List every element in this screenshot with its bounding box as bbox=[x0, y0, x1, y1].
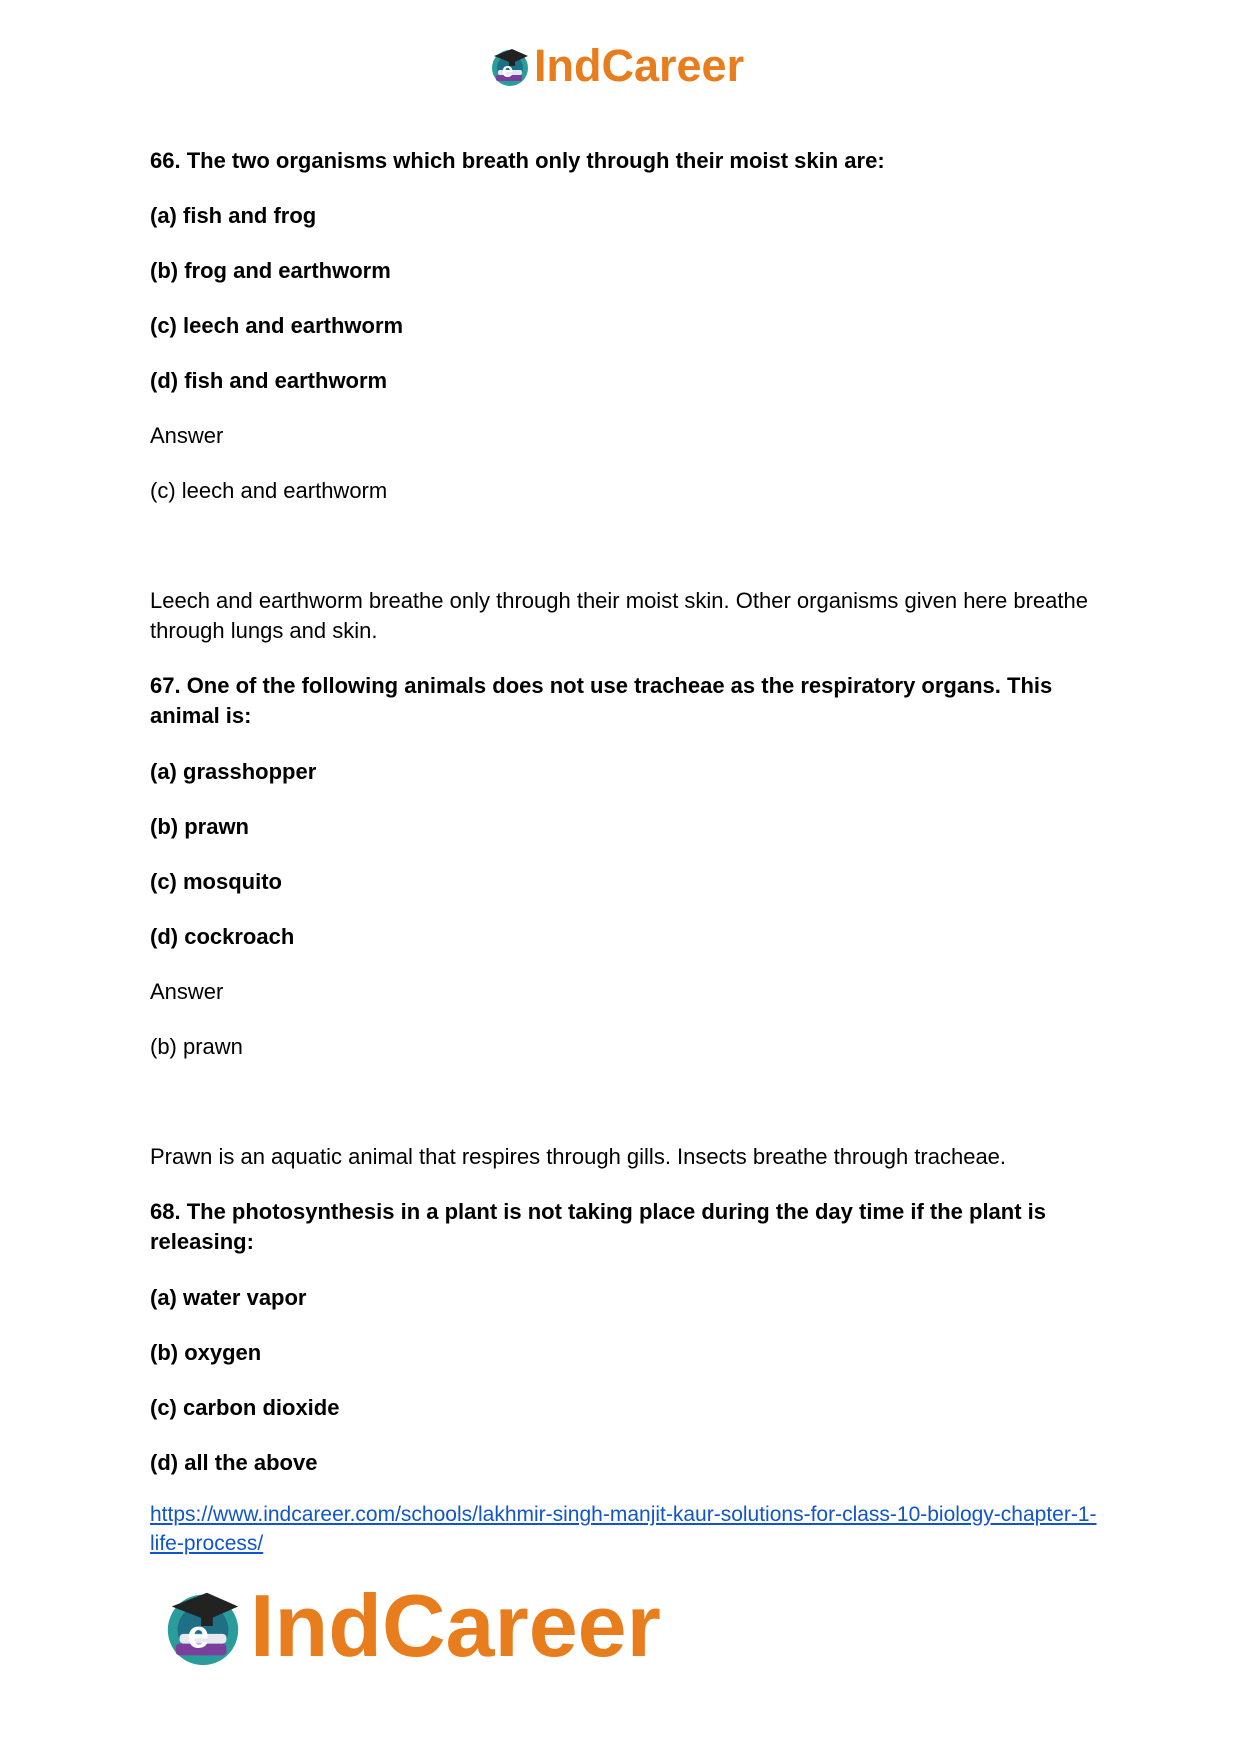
option-d: (d) cockroach bbox=[150, 924, 295, 949]
header-logo bbox=[488, 40, 744, 92]
option-b: (b) frog and earthworm bbox=[150, 258, 391, 283]
svg-text:e: e bbox=[502, 60, 514, 82]
option-c: (c) leech and earthworm bbox=[150, 313, 404, 338]
footer-link[interactable]: https://www.indcareer.com/schools/lakhmir-singh-manjit-kaur-solutions-for-class-10-biology-chapter-1-life-process/ bbox=[150, 1503, 1097, 1555]
explanation: Prawn is an aquatic animal that respires through gills. Insects breathe through tracheae. bbox=[150, 1144, 1007, 1169]
answer-text: (c) leech and earthworm bbox=[150, 478, 388, 503]
question-66: 66. The two organisms which breath only through their moist skin are: bbox=[150, 148, 885, 173]
graduation-cap-books-icon bbox=[488, 44, 532, 88]
option-a: (a) water vapor bbox=[150, 1285, 307, 1310]
option-a: (a) fish and frog bbox=[150, 203, 317, 228]
question-68: 68. The photosynthesis in a plant is not taking place during the day time if the plant is releasing: bbox=[150, 1199, 1047, 1254]
option-b: (b) oxygen bbox=[150, 1340, 262, 1365]
explanation: Leech and earthworm breathe only through their moist skin. Other organisms given here breathe through lungs and skin. bbox=[150, 588, 1088, 643]
graduation-cap-books-icon bbox=[160, 1583, 246, 1669]
option-d: (d) fish and earthworm bbox=[150, 368, 388, 393]
option-c: (c) carbon dioxide bbox=[150, 1395, 340, 1420]
brand-wordmark: IndCareer bbox=[534, 40, 745, 91]
option-b: (b) prawn bbox=[150, 814, 249, 839]
question-67: 67. One of the following animals does not use tracheae as the respiratory organs. This animal is: bbox=[150, 673, 1053, 728]
option-d: (d) all the above bbox=[150, 1450, 318, 1475]
answer-label: Answer bbox=[150, 423, 224, 448]
svg-text:e: e bbox=[187, 1613, 210, 1657]
option-a: (a) grasshopper bbox=[150, 759, 317, 784]
footer-logo bbox=[160, 1578, 661, 1674]
brand-wordmark: IndCareer bbox=[250, 1576, 661, 1675]
answer-text: (b) prawn bbox=[150, 1034, 243, 1059]
answer-label: Answer bbox=[150, 979, 224, 1004]
option-c: (c) mosquito bbox=[150, 869, 282, 894]
